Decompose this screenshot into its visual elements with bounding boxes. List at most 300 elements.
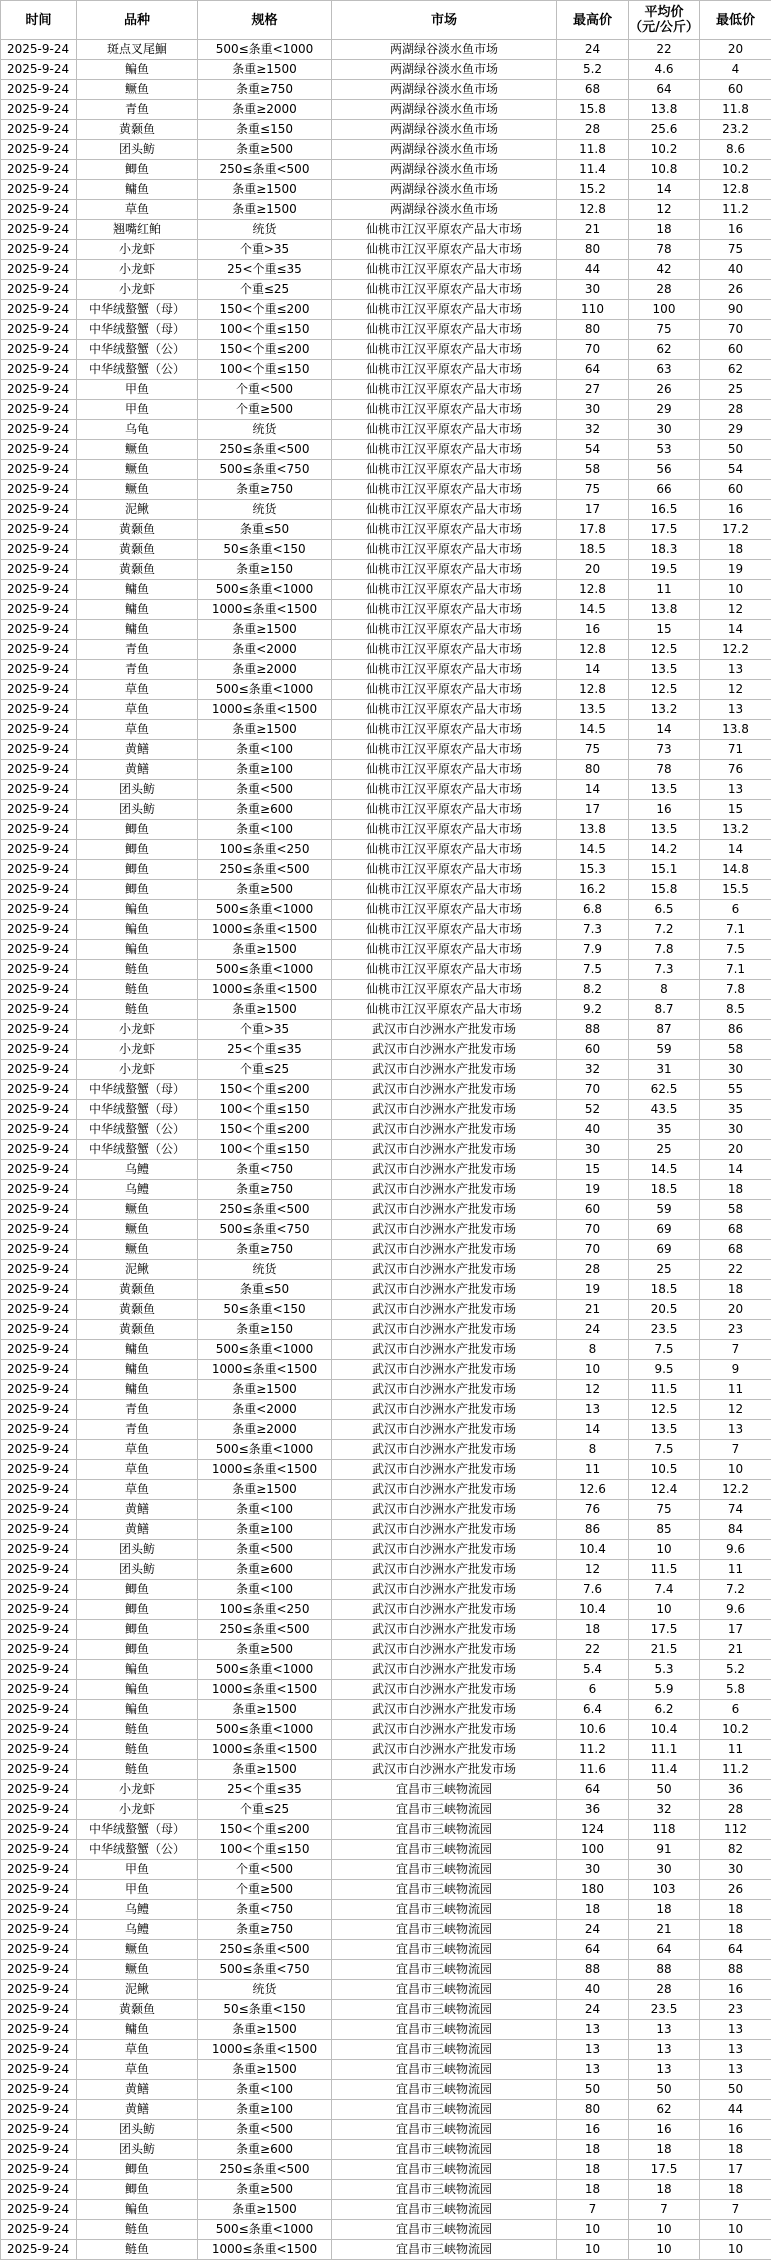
- cell-variety: 中华绒螯蟹（母）: [77, 1820, 198, 1840]
- cell-max-price: 14: [557, 660, 629, 680]
- cell-min-price: 17: [700, 2160, 771, 2180]
- cell-min-price: 12.2: [700, 640, 771, 660]
- table-row: [1, 1360, 771, 1380]
- cell-min-price: 26: [700, 1880, 771, 1900]
- cell-market: 仙桃市江汉平原农产品大市场: [332, 300, 557, 320]
- cell-max-price: 80: [557, 2100, 629, 2120]
- header-market: 市场: [332, 1, 557, 40]
- cell-variety: 鳊鱼: [77, 1680, 198, 1700]
- table-row: [1, 780, 771, 800]
- cell-max-price: 15.3: [557, 860, 629, 880]
- cell-spec: 条重≥500: [198, 1640, 332, 1660]
- cell-market: 武汉市白沙洲水产批发市场: [332, 1320, 557, 1340]
- cell-avg-price: 13: [629, 2040, 700, 2060]
- cell-variety: 小龙虾: [77, 1060, 198, 1080]
- cell-variety: 甲鱼: [77, 1860, 198, 1880]
- cell-date: 2025-9-24: [1, 780, 77, 800]
- cell-avg-price: 30: [629, 420, 700, 440]
- cell-min-price: 22: [700, 1260, 771, 1280]
- table-row: [1, 2060, 771, 2080]
- cell-min-price: 19: [700, 560, 771, 580]
- table-row: [1, 1320, 771, 1340]
- table-row: [1, 1440, 771, 1460]
- table-row: [1, 80, 771, 100]
- cell-spec: 100≤条重<250: [198, 1600, 332, 1620]
- cell-spec: 条重<500: [198, 1540, 332, 1560]
- cell-variety: 黄鳝: [77, 1520, 198, 1540]
- cell-max-price: 18: [557, 2140, 629, 2160]
- cell-variety: 黄鳝: [77, 1500, 198, 1520]
- cell-max-price: 10.4: [557, 1540, 629, 1560]
- cell-date: 2025-9-24: [1, 500, 77, 520]
- table-row: [1, 1920, 771, 1940]
- cell-avg-price: 18: [629, 1900, 700, 1920]
- cell-spec: 1000≤条重<1500: [198, 920, 332, 940]
- cell-date: 2025-9-24: [1, 920, 77, 940]
- table-row: [1, 1000, 771, 1020]
- cell-market: 两湖绿谷淡水鱼市场: [332, 80, 557, 100]
- cell-avg-price: 42: [629, 260, 700, 280]
- cell-avg-price: 10.4: [629, 1720, 700, 1740]
- cell-spec: 50≤条重<150: [198, 540, 332, 560]
- cell-avg-price: 7.2: [629, 920, 700, 940]
- cell-spec: 150<个重≤200: [198, 1820, 332, 1840]
- table-row: [1, 400, 771, 420]
- cell-max-price: 11.4: [557, 160, 629, 180]
- cell-min-price: 21: [700, 1640, 771, 1660]
- cell-date: 2025-9-24: [1, 320, 77, 340]
- cell-max-price: 60: [557, 1040, 629, 1060]
- cell-min-price: 30: [700, 1120, 771, 1140]
- cell-date: 2025-9-24: [1, 2100, 77, 2120]
- cell-date: 2025-9-24: [1, 1800, 77, 1820]
- cell-market: 宜昌市三峡物流园: [332, 2040, 557, 2060]
- table-row: [1, 1980, 771, 2000]
- cell-max-price: 14.5: [557, 840, 629, 860]
- cell-min-price: 10: [700, 2240, 771, 2260]
- cell-min-price: 11: [700, 1560, 771, 1580]
- cell-variety: 乌鳢: [77, 1160, 198, 1180]
- cell-variety: 乌鳢: [77, 1920, 198, 1940]
- cell-market: 仙桃市江汉平原农产品大市场: [332, 320, 557, 340]
- cell-min-price: 14: [700, 1160, 771, 1180]
- cell-variety: 团头鲂: [77, 1540, 198, 1560]
- cell-avg-price: 17.5: [629, 520, 700, 540]
- cell-spec: 条重≥1500: [198, 2020, 332, 2040]
- table-row: [1, 680, 771, 700]
- cell-avg-price: 12.4: [629, 1480, 700, 1500]
- cell-min-price: 25: [700, 380, 771, 400]
- cell-max-price: 14: [557, 780, 629, 800]
- cell-market: 宜昌市三峡物流园: [332, 2000, 557, 2020]
- cell-variety: 鳊鱼: [77, 1700, 198, 1720]
- cell-max-price: 36: [557, 1800, 629, 1820]
- header-date: 时间: [1, 1, 77, 40]
- cell-spec: 统货: [198, 420, 332, 440]
- cell-market: 宜昌市三峡物流园: [332, 2180, 557, 2200]
- cell-min-price: 11: [700, 1740, 771, 1760]
- cell-market: 武汉市白沙洲水产批发市场: [332, 1400, 557, 1420]
- table-row: [1, 2020, 771, 2040]
- cell-variety: 青鱼: [77, 100, 198, 120]
- cell-avg-price: 75: [629, 1500, 700, 1520]
- cell-max-price: 64: [557, 1940, 629, 1960]
- cell-date: 2025-9-24: [1, 1360, 77, 1380]
- cell-market: 宜昌市三峡物流园: [332, 2240, 557, 2260]
- cell-spec: 500≤条重<1000: [198, 680, 332, 700]
- cell-spec: 500≤条重<1000: [198, 1720, 332, 1740]
- cell-avg-price: 62: [629, 2100, 700, 2120]
- cell-avg-price: 10.2: [629, 140, 700, 160]
- cell-market: 两湖绿谷淡水鱼市场: [332, 140, 557, 160]
- cell-date: 2025-9-24: [1, 1600, 77, 1620]
- cell-min-price: 18: [700, 540, 771, 560]
- cell-max-price: 15.8: [557, 100, 629, 120]
- cell-spec: 统货: [198, 1260, 332, 1280]
- cell-avg-price: 17.5: [629, 1620, 700, 1640]
- cell-min-price: 14.8: [700, 860, 771, 880]
- cell-avg-price: 69: [629, 1240, 700, 1260]
- cell-spec: 150<个重≤200: [198, 300, 332, 320]
- cell-spec: 条重<100: [198, 1580, 332, 1600]
- cell-market: 宜昌市三峡物流园: [332, 1800, 557, 1820]
- cell-date: 2025-9-24: [1, 1120, 77, 1140]
- cell-avg-price: 28: [629, 1980, 700, 2000]
- cell-max-price: 15.2: [557, 180, 629, 200]
- cell-market: 武汉市白沙洲水产批发市场: [332, 1760, 557, 1780]
- cell-max-price: 17.8: [557, 520, 629, 540]
- cell-avg-price: 62: [629, 340, 700, 360]
- cell-min-price: 13: [700, 2040, 771, 2060]
- table-row: [1, 1680, 771, 1700]
- table-row: [1, 220, 771, 240]
- cell-min-price: 58: [700, 1200, 771, 1220]
- cell-spec: 条重≤50: [198, 1280, 332, 1300]
- cell-date: 2025-9-24: [1, 1460, 77, 1480]
- cell-min-price: 7: [700, 1340, 771, 1360]
- cell-spec: 100<个重≤150: [198, 1100, 332, 1120]
- cell-max-price: 75: [557, 480, 629, 500]
- cell-spec: 100≤条重<250: [198, 840, 332, 860]
- cell-date: 2025-9-24: [1, 1900, 77, 1920]
- cell-min-price: 88: [700, 1960, 771, 1980]
- cell-variety: 鲫鱼: [77, 1640, 198, 1660]
- cell-avg-price: 16.5: [629, 500, 700, 520]
- table-body: [1, 40, 771, 2260]
- cell-date: 2025-9-24: [1, 1980, 77, 2000]
- cell-min-price: 5.8: [700, 1680, 771, 1700]
- cell-date: 2025-9-24: [1, 1160, 77, 1180]
- cell-date: 2025-9-24: [1, 2220, 77, 2240]
- cell-date: 2025-9-24: [1, 2000, 77, 2020]
- cell-avg-price: 10: [629, 2220, 700, 2240]
- cell-market: 宜昌市三峡物流园: [332, 2220, 557, 2240]
- cell-market: 武汉市白沙洲水产批发市场: [332, 1720, 557, 1740]
- cell-date: 2025-9-24: [1, 1500, 77, 1520]
- table-row: [1, 420, 771, 440]
- table-row: [1, 1160, 771, 1180]
- cell-spec: 条重≥1500: [198, 940, 332, 960]
- cell-avg-price: 21: [629, 1920, 700, 1940]
- cell-max-price: 30: [557, 280, 629, 300]
- cell-max-price: 10: [557, 2220, 629, 2240]
- cell-market: 武汉市白沙洲水产批发市场: [332, 1440, 557, 1460]
- cell-date: 2025-9-24: [1, 900, 77, 920]
- cell-spec: 条重≥500: [198, 880, 332, 900]
- cell-date: 2025-9-24: [1, 380, 77, 400]
- cell-spec: 条重<2000: [198, 640, 332, 660]
- cell-variety: 鳙鱼: [77, 180, 198, 200]
- cell-min-price: 60: [700, 340, 771, 360]
- cell-min-price: 10: [700, 1460, 771, 1480]
- cell-variety: 小龙虾: [77, 240, 198, 260]
- cell-max-price: 19: [557, 1180, 629, 1200]
- cell-market: 两湖绿谷淡水鱼市场: [332, 40, 557, 60]
- cell-date: 2025-9-24: [1, 660, 77, 680]
- cell-avg-price: 16: [629, 2120, 700, 2140]
- cell-max-price: 80: [557, 320, 629, 340]
- cell-date: 2025-9-24: [1, 2060, 77, 2080]
- cell-avg-price: 13: [629, 2020, 700, 2040]
- cell-market: 仙桃市江汉平原农产品大市场: [332, 480, 557, 500]
- cell-variety: 草鱼: [77, 2040, 198, 2060]
- cell-variety: 鲫鱼: [77, 820, 198, 840]
- cell-max-price: 60: [557, 1200, 629, 1220]
- cell-max-price: 52: [557, 1100, 629, 1120]
- cell-min-price: 90: [700, 300, 771, 320]
- cell-date: 2025-9-24: [1, 2020, 77, 2040]
- cell-date: 2025-9-24: [1, 980, 77, 1000]
- cell-min-price: 11.2: [700, 1760, 771, 1780]
- cell-market: 仙桃市江汉平原农产品大市场: [332, 960, 557, 980]
- cell-spec: 个重<500: [198, 1860, 332, 1880]
- cell-spec: 条重<500: [198, 2120, 332, 2140]
- cell-min-price: 6: [700, 1700, 771, 1720]
- cell-spec: 250≤条重<500: [198, 160, 332, 180]
- cell-variety: 黄颡鱼: [77, 120, 198, 140]
- cell-date: 2025-9-24: [1, 440, 77, 460]
- table-row: [1, 1700, 771, 1720]
- cell-max-price: 11.2: [557, 1740, 629, 1760]
- cell-min-price: 13: [700, 780, 771, 800]
- table-row: [1, 1240, 771, 1260]
- table-row: [1, 1640, 771, 1660]
- cell-max-price: 70: [557, 1080, 629, 1100]
- cell-date: 2025-9-24: [1, 480, 77, 500]
- cell-variety: 乌鳢: [77, 1900, 198, 1920]
- table-row: [1, 1600, 771, 1620]
- table-row: [1, 1260, 771, 1280]
- cell-avg-price: 35: [629, 1120, 700, 1140]
- cell-spec: 1000≤条重<1500: [198, 980, 332, 1000]
- table-row: [1, 840, 771, 860]
- cell-max-price: 24: [557, 2000, 629, 2020]
- cell-spec: 条重≤50: [198, 520, 332, 540]
- cell-max-price: 5.4: [557, 1660, 629, 1680]
- table-row: [1, 40, 771, 60]
- table-row: [1, 2240, 771, 2260]
- cell-date: 2025-9-24: [1, 1840, 77, 1860]
- table-row: [1, 160, 771, 180]
- cell-spec: 条重≥2000: [198, 100, 332, 120]
- cell-min-price: 16: [700, 500, 771, 520]
- cell-max-price: 28: [557, 1260, 629, 1280]
- cell-variety: 鳜鱼: [77, 1220, 198, 1240]
- cell-avg-price: 11.5: [629, 1560, 700, 1580]
- cell-max-price: 8: [557, 1440, 629, 1460]
- cell-market: 武汉市白沙洲水产批发市场: [332, 1580, 557, 1600]
- cell-max-price: 30: [557, 1860, 629, 1880]
- cell-min-price: 15.5: [700, 880, 771, 900]
- cell-market: 武汉市白沙洲水产批发市场: [332, 1500, 557, 1520]
- cell-spec: 500≤条重<1000: [198, 960, 332, 980]
- cell-date: 2025-9-24: [1, 820, 77, 840]
- table-row: [1, 100, 771, 120]
- cell-market: 仙桃市江汉平原农产品大市场: [332, 940, 557, 960]
- cell-market: 武汉市白沙洲水产批发市场: [332, 1380, 557, 1400]
- table-row: [1, 260, 771, 280]
- cell-variety: 翘嘴红鲌: [77, 220, 198, 240]
- cell-spec: 条重<750: [198, 1160, 332, 1180]
- cell-min-price: 29: [700, 420, 771, 440]
- cell-max-price: 14.5: [557, 720, 629, 740]
- cell-spec: 100<个重≤150: [198, 320, 332, 340]
- cell-spec: 条重≥750: [198, 480, 332, 500]
- cell-date: 2025-9-24: [1, 1820, 77, 1840]
- table-row: [1, 1780, 771, 1800]
- cell-date: 2025-9-24: [1, 1680, 77, 1700]
- cell-market: 武汉市白沙洲水产批发市场: [332, 1040, 557, 1060]
- cell-avg-price: 16: [629, 800, 700, 820]
- cell-min-price: 18: [700, 1280, 771, 1300]
- cell-avg-price: 73: [629, 740, 700, 760]
- cell-max-price: 13: [557, 2060, 629, 2080]
- cell-date: 2025-9-24: [1, 520, 77, 540]
- cell-max-price: 10.4: [557, 1600, 629, 1620]
- cell-avg-price: 7.5: [629, 1340, 700, 1360]
- cell-date: 2025-9-24: [1, 460, 77, 480]
- table-row: [1, 200, 771, 220]
- cell-max-price: 80: [557, 240, 629, 260]
- cell-variety: 团头鲂: [77, 1560, 198, 1580]
- table-row: [1, 480, 771, 500]
- cell-max-price: 180: [557, 1880, 629, 1900]
- cell-min-price: 54: [700, 460, 771, 480]
- cell-date: 2025-9-24: [1, 620, 77, 640]
- cell-spec: 条重<100: [198, 740, 332, 760]
- table-row: [1, 1520, 771, 1540]
- table-row: [1, 1480, 771, 1500]
- cell-variety: 青鱼: [77, 660, 198, 680]
- cell-spec: 条重≥600: [198, 1560, 332, 1580]
- cell-variety: 中华绒螯蟹（母）: [77, 1100, 198, 1120]
- cell-avg-price: 13: [629, 2060, 700, 2080]
- cell-min-price: 35: [700, 1100, 771, 1120]
- table-row: [1, 280, 771, 300]
- cell-max-price: 6.4: [557, 1700, 629, 1720]
- table-row: [1, 880, 771, 900]
- table-row: [1, 1900, 771, 1920]
- cell-date: 2025-9-24: [1, 560, 77, 580]
- cell-min-price: 13: [700, 2020, 771, 2040]
- cell-market: 武汉市白沙洲水产批发市场: [332, 1100, 557, 1120]
- cell-spec: 500≤条重<750: [198, 460, 332, 480]
- cell-variety: 鳜鱼: [77, 460, 198, 480]
- cell-market: 宜昌市三峡物流园: [332, 1820, 557, 1840]
- cell-max-price: 76: [557, 1500, 629, 1520]
- cell-market: 仙桃市江汉平原农产品大市场: [332, 620, 557, 640]
- table-row: [1, 2180, 771, 2200]
- cell-market: 仙桃市江汉平原农产品大市场: [332, 580, 557, 600]
- cell-max-price: 8: [557, 1340, 629, 1360]
- cell-date: 2025-9-24: [1, 1380, 77, 1400]
- cell-variety: 中华绒螯蟹（母）: [77, 320, 198, 340]
- cell-min-price: 13: [700, 1420, 771, 1440]
- cell-variety: 鳊鱼: [77, 60, 198, 80]
- cell-market: 武汉市白沙洲水产批发市场: [332, 1240, 557, 1260]
- table-row: [1, 1120, 771, 1140]
- cell-min-price: 17.2: [700, 520, 771, 540]
- table-row: [1, 1620, 771, 1640]
- cell-avg-price: 64: [629, 80, 700, 100]
- cell-market: 武汉市白沙洲水产批发市场: [332, 1180, 557, 1200]
- cell-min-price: 13.8: [700, 720, 771, 740]
- cell-min-price: 10.2: [700, 1720, 771, 1740]
- cell-max-price: 18.5: [557, 540, 629, 560]
- cell-min-price: 11: [700, 1380, 771, 1400]
- cell-spec: 150<个重≤200: [198, 1080, 332, 1100]
- cell-max-price: 75: [557, 740, 629, 760]
- cell-date: 2025-9-24: [1, 120, 77, 140]
- cell-date: 2025-9-24: [1, 1760, 77, 1780]
- cell-market: 武汉市白沙洲水产批发市场: [332, 1740, 557, 1760]
- cell-max-price: 64: [557, 1780, 629, 1800]
- cell-max-price: 21: [557, 1300, 629, 1320]
- cell-variety: 鲢鱼: [77, 2240, 198, 2260]
- cell-avg-price: 7: [629, 2200, 700, 2220]
- cell-min-price: 14: [700, 840, 771, 860]
- cell-avg-price: 85: [629, 1520, 700, 1540]
- cell-spec: 个重>35: [198, 1020, 332, 1040]
- cell-min-price: 13: [700, 700, 771, 720]
- cell-min-price: 18: [700, 1180, 771, 1200]
- cell-min-price: 12: [700, 1400, 771, 1420]
- cell-market: 两湖绿谷淡水鱼市场: [332, 200, 557, 220]
- cell-min-price: 50: [700, 2080, 771, 2100]
- cell-min-price: 10.2: [700, 160, 771, 180]
- cell-avg-price: 12.5: [629, 640, 700, 660]
- cell-spec: 条重<500: [198, 780, 332, 800]
- cell-max-price: 7.6: [557, 1580, 629, 1600]
- cell-variety: 鳜鱼: [77, 1200, 198, 1220]
- cell-min-price: 86: [700, 1020, 771, 1040]
- cell-spec: 500≤条重<1000: [198, 1660, 332, 1680]
- cell-min-price: 18: [700, 1920, 771, 1940]
- cell-min-price: 9.6: [700, 1600, 771, 1620]
- cell-variety: 乌龟: [77, 420, 198, 440]
- cell-max-price: 30: [557, 400, 629, 420]
- cell-spec: 250≤条重<500: [198, 2160, 332, 2180]
- cell-max-price: 16: [557, 2120, 629, 2140]
- cell-min-price: 60: [700, 80, 771, 100]
- cell-min-price: 23: [700, 1320, 771, 1340]
- table-row: [1, 1880, 771, 1900]
- cell-date: 2025-9-24: [1, 880, 77, 900]
- cell-spec: 个重>35: [198, 240, 332, 260]
- cell-spec: 条重≥100: [198, 2100, 332, 2120]
- cell-avg-price: 18.3: [629, 540, 700, 560]
- cell-avg-price: 9.5: [629, 1360, 700, 1380]
